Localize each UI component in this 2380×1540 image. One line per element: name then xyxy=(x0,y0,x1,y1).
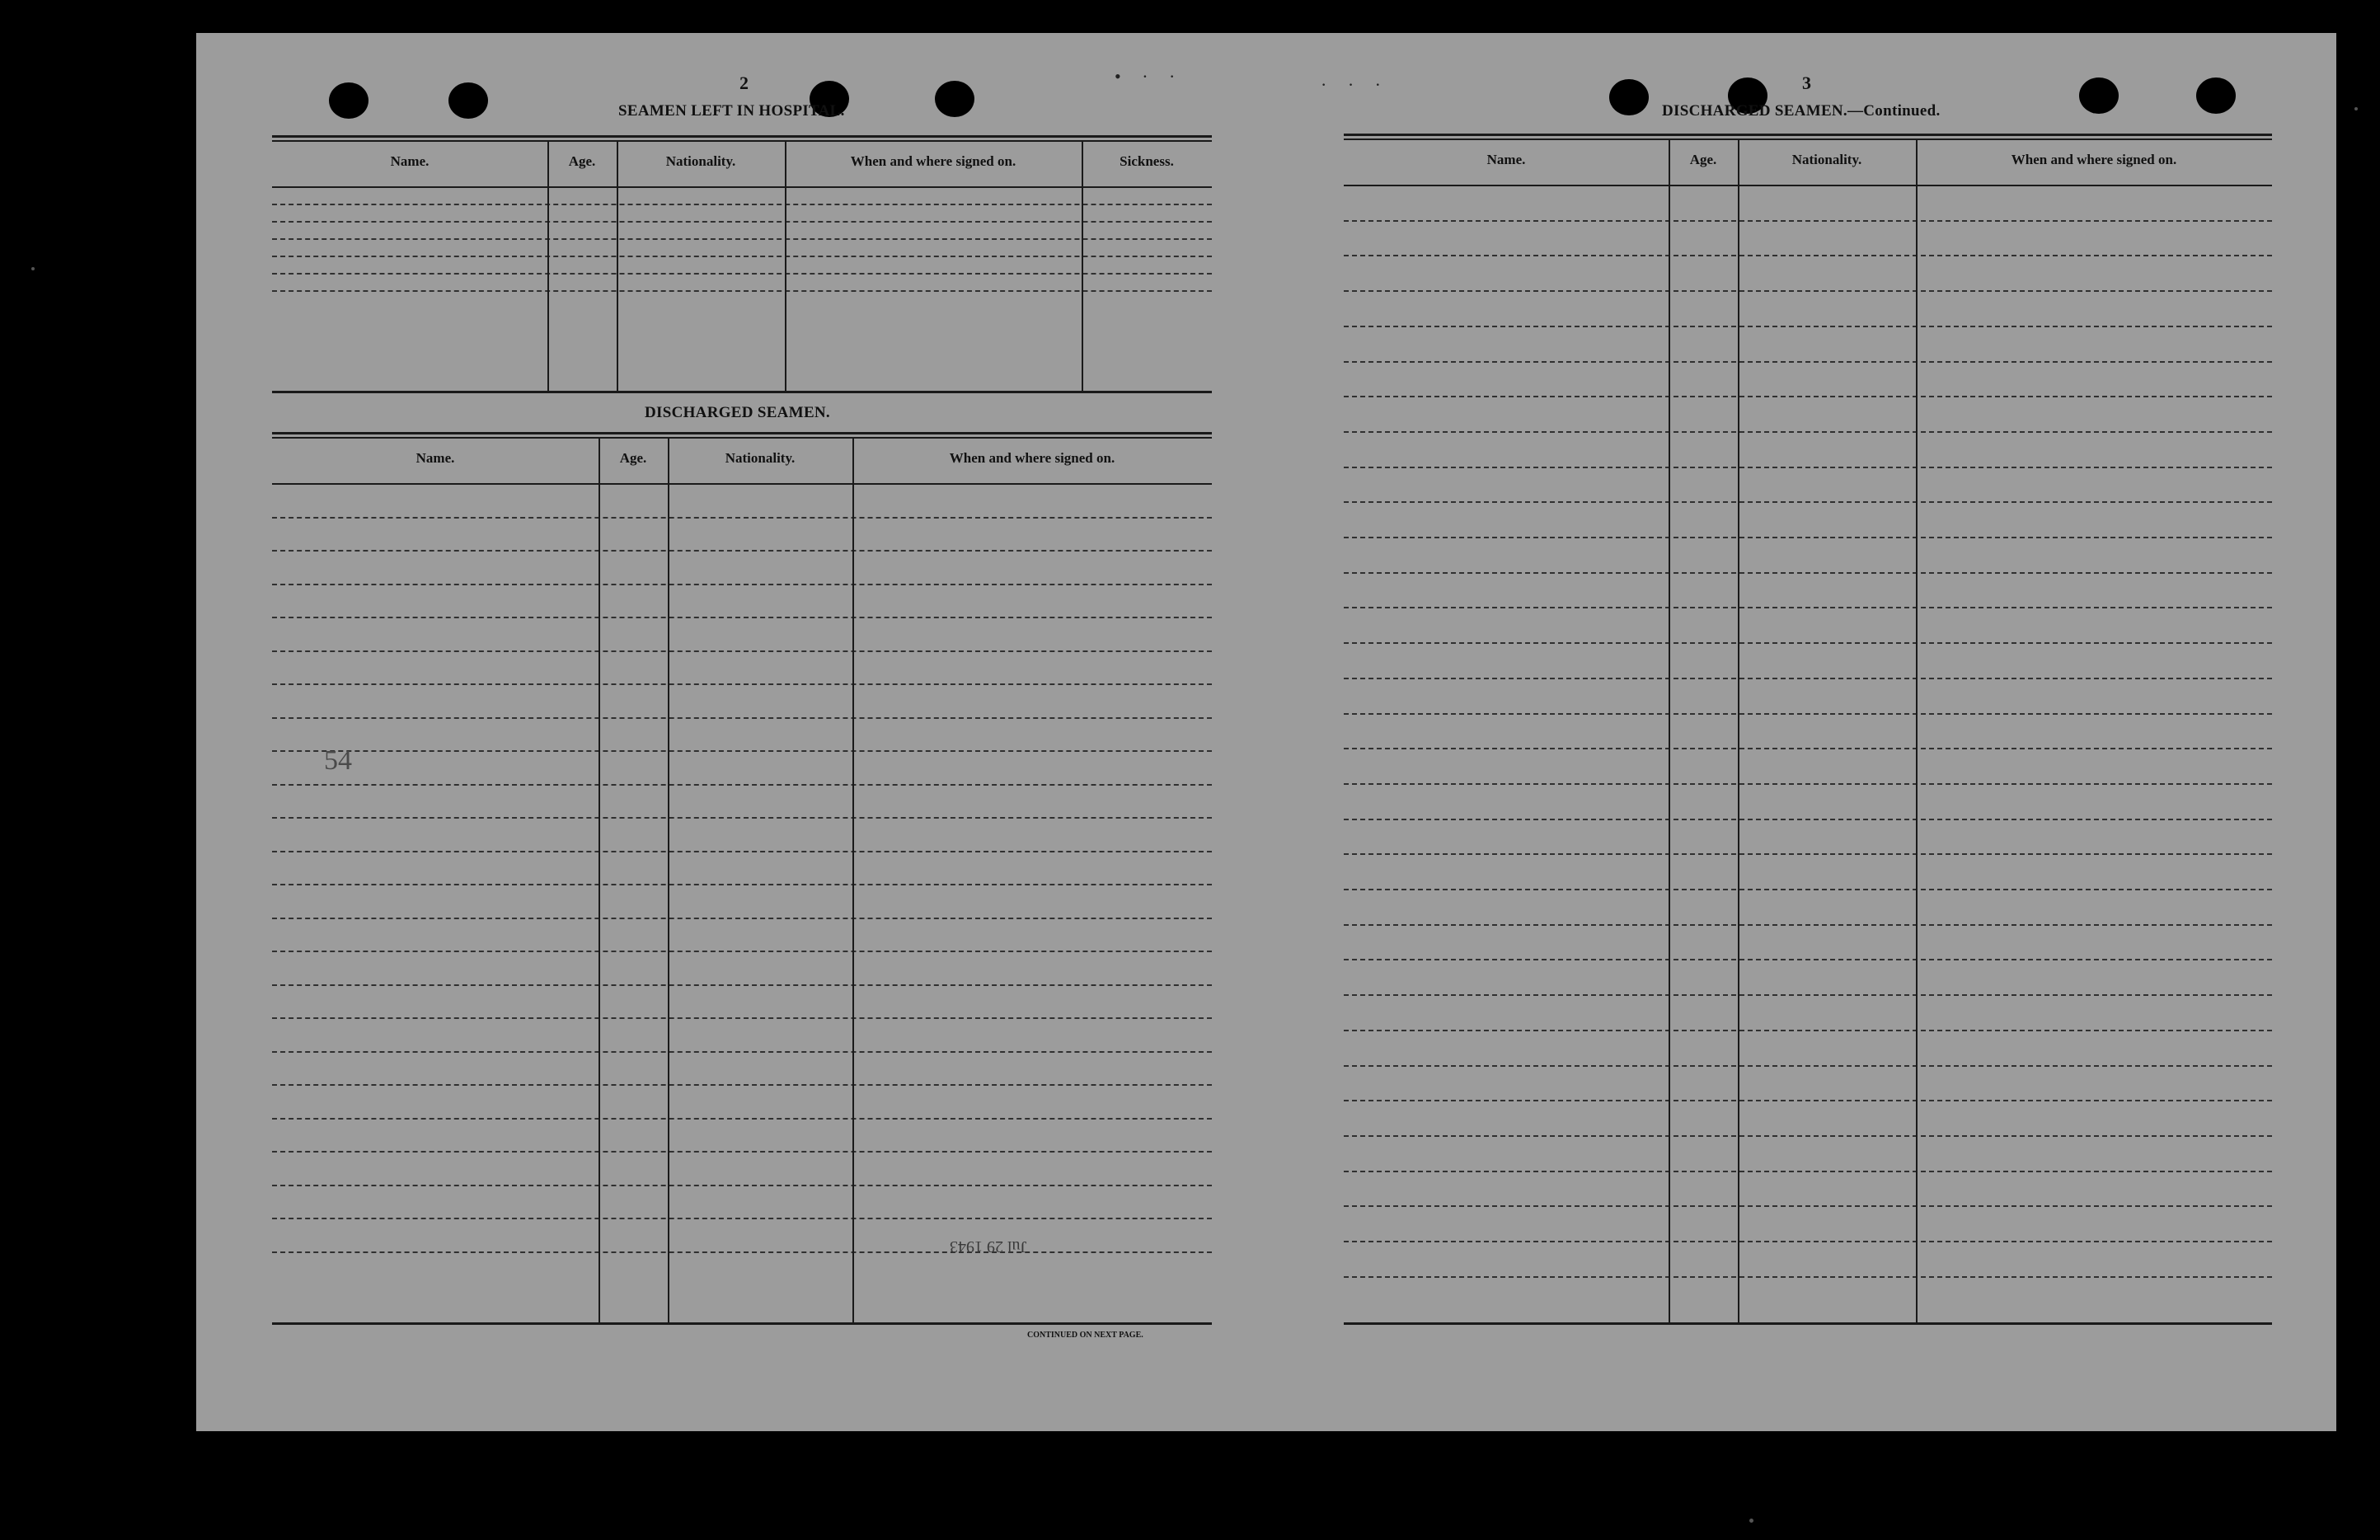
column-divider xyxy=(599,439,600,1322)
column-divider xyxy=(1669,140,1670,1322)
table-row-line xyxy=(272,1185,1212,1186)
column-header: Name. xyxy=(415,450,455,466)
table-row-line xyxy=(272,1151,1212,1153)
table-row-line xyxy=(1344,1065,2272,1067)
table-row-line xyxy=(272,584,1212,585)
table-row-line xyxy=(1344,1205,2272,1207)
table-row-line xyxy=(272,517,1212,519)
column-divider xyxy=(1082,142,1083,391)
table-row-line xyxy=(1344,1135,2272,1137)
table-top-rule xyxy=(272,140,1212,142)
table-row-line xyxy=(1344,326,2272,327)
table-row-line xyxy=(272,290,1212,292)
table-row-line xyxy=(272,1118,1212,1120)
header-rule xyxy=(272,186,1212,188)
punch-hole xyxy=(1609,79,1649,115)
table-row-line xyxy=(272,717,1212,719)
table-row-line xyxy=(1344,607,2272,608)
table-row-line xyxy=(1344,1030,2272,1031)
column-divider xyxy=(668,439,669,1322)
table-row-line xyxy=(272,1251,1212,1253)
table-row-line xyxy=(272,550,1212,552)
table-row-line xyxy=(272,1218,1212,1219)
table-row-line xyxy=(1344,537,2272,538)
column-divider xyxy=(785,142,786,391)
margin-handwritten-mark: 54 xyxy=(324,745,352,776)
hospital-section-title: SEAMEN LEFT IN HOSPITAL. xyxy=(618,102,845,120)
table-row-line xyxy=(1344,220,2272,222)
table-row-line xyxy=(272,918,1212,919)
table-row-line xyxy=(272,1084,1212,1086)
table-bottom-rule xyxy=(272,1322,1212,1325)
top-mark-right: · · · xyxy=(1321,74,1389,95)
table-row-line xyxy=(272,238,1212,240)
punch-hole xyxy=(448,82,488,119)
left-page-number: 2 xyxy=(739,73,749,93)
table-row-line xyxy=(1344,396,2272,397)
column-header: Age. xyxy=(619,450,647,466)
table-row-line xyxy=(272,683,1212,685)
column-header: When and where signed on. xyxy=(2011,152,2177,167)
table-top-rule xyxy=(272,432,1212,434)
table-row-line xyxy=(272,1051,1212,1053)
discharged-continued-title: DISCHARGED SEAMEN.—Continued. xyxy=(1662,102,1941,120)
table-row-line xyxy=(272,784,1212,786)
table-top-rule xyxy=(272,135,1212,138)
column-header: Sickness. xyxy=(1120,153,1174,169)
table-row-line xyxy=(1344,255,2272,256)
table-top-rule xyxy=(1344,134,2272,136)
table-bottom-rule xyxy=(1344,1322,2272,1325)
punch-hole xyxy=(2079,77,2119,114)
table-row-line xyxy=(272,617,1212,618)
table-top-rule xyxy=(272,437,1212,439)
right-page-number: 3 xyxy=(1802,73,1811,93)
table-row-line xyxy=(1344,1171,2272,1172)
table-row-line xyxy=(272,1017,1212,1019)
column-header: When and where signed on. xyxy=(850,153,1016,169)
column-divider xyxy=(852,439,854,1322)
column-header: Nationality. xyxy=(1791,152,1862,167)
table-bottom-rule xyxy=(272,391,1212,393)
column-header: Name. xyxy=(390,153,430,169)
table-row-line xyxy=(1344,290,2272,292)
header-rule xyxy=(272,483,1212,485)
table-row-line xyxy=(1344,819,2272,820)
table-row-line xyxy=(1344,501,2272,503)
table-row-line xyxy=(1344,994,2272,996)
column-divider xyxy=(1916,140,1918,1322)
table-top-rule xyxy=(1344,139,2272,140)
table-row-line xyxy=(272,817,1212,819)
table-row-line xyxy=(1344,678,2272,679)
punch-hole xyxy=(2196,77,2236,114)
dust-speck xyxy=(31,267,35,270)
table-row-line xyxy=(272,750,1212,752)
punch-hole xyxy=(935,81,974,117)
table-row-line xyxy=(1344,783,2272,785)
dust-speck xyxy=(2354,107,2358,110)
table-row-line xyxy=(1344,889,2272,890)
table-row-line xyxy=(1344,361,2272,363)
table-row-line xyxy=(272,256,1212,257)
column-header: Age. xyxy=(1689,152,1717,167)
column-header: Nationality. xyxy=(665,153,736,169)
table-row-line xyxy=(1344,1241,2272,1242)
table-row-line xyxy=(1344,713,2272,715)
column-divider xyxy=(547,142,549,391)
table-row-line xyxy=(1344,467,2272,468)
continued-footer-note: CONTINUED ON NEXT PAGE. xyxy=(1027,1331,1143,1340)
column-header: When and where signed on. xyxy=(949,450,1115,466)
column-divider xyxy=(1738,140,1739,1322)
table-row-line xyxy=(272,884,1212,885)
table-row-line xyxy=(1344,1100,2272,1101)
table-row-line xyxy=(272,984,1212,986)
table-row-line xyxy=(272,204,1212,205)
column-header: Name. xyxy=(1486,152,1526,167)
table-row-line xyxy=(1344,959,2272,960)
column-divider xyxy=(617,142,618,391)
date-stamp: Jul 29 1943 xyxy=(950,1237,1027,1256)
table-row-line xyxy=(1344,748,2272,749)
header-rule xyxy=(1344,185,2272,186)
table-row-line xyxy=(1344,572,2272,574)
table-row-line xyxy=(1344,642,2272,644)
table-row-line xyxy=(272,851,1212,852)
punch-hole xyxy=(329,82,369,119)
table-row-line xyxy=(272,951,1212,952)
table-row-line xyxy=(1344,431,2272,433)
dust-speck xyxy=(1749,1519,1753,1523)
table-row-line xyxy=(272,650,1212,652)
table-row-line xyxy=(272,221,1212,223)
column-header: Age. xyxy=(568,153,596,169)
top-mark-left: • · · xyxy=(1115,66,1184,87)
table-row-line xyxy=(272,273,1212,275)
table-row-line xyxy=(1344,853,2272,855)
table-row-line xyxy=(1344,924,2272,926)
column-header: Nationality. xyxy=(725,450,796,466)
discharged-section-title: DISCHARGED SEAMEN. xyxy=(645,404,830,421)
table-row-line xyxy=(1344,1276,2272,1278)
document-sheet xyxy=(196,33,2336,1431)
